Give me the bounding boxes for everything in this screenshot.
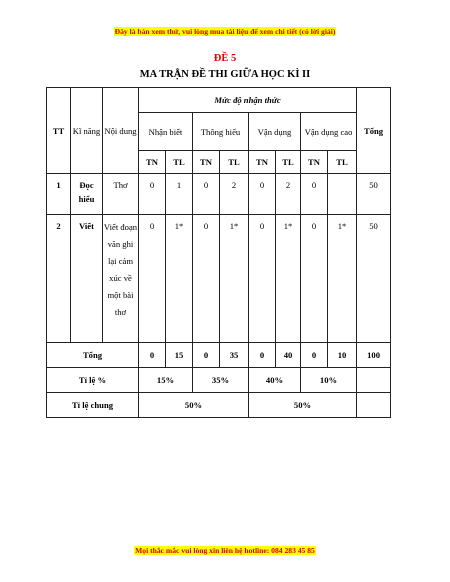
hotline-banner: Mọi thắc mắc vui lòng xin liên hệ hotline: 084 283 45 85 [135, 546, 315, 555]
header-tl: TL [276, 151, 301, 174]
row-total: 50 [357, 174, 391, 215]
row-skill: Đọc hiểu [71, 174, 103, 215]
sum-label: Tổng [47, 343, 139, 368]
sum-cell: 10 [328, 343, 357, 368]
common-ratio-row [47, 393, 391, 418]
row-cell: 0 [249, 174, 276, 215]
ratio-cell: 15% [139, 368, 193, 393]
common-ratio-cell: 50% [139, 393, 249, 418]
document-title: MA TRẬN ĐỀ THI GIỮA HỌC KÌ II [139, 69, 311, 80]
row-total: 50 [357, 215, 391, 343]
row-tt: 1 [47, 174, 71, 215]
ratio-cell: 40% [249, 368, 301, 393]
table-row [47, 174, 391, 215]
row-cell: 0 [139, 215, 166, 343]
common-ratio-cell: 50% [249, 393, 357, 418]
table-row [47, 215, 391, 343]
sum-row [47, 343, 391, 368]
row-cell [328, 174, 357, 215]
row-cell: 1* [276, 215, 301, 343]
row-cell: 1* [166, 215, 193, 343]
sum-cell: 35 [220, 343, 249, 368]
header-content: Nội dung [103, 88, 139, 174]
sum-cell: 0 [249, 343, 276, 368]
header-tt: TT [47, 88, 71, 174]
row-cell: 0 [193, 215, 220, 343]
row-cell: 1* [220, 215, 249, 343]
header-tn: TN [193, 151, 220, 174]
row-content: Thơ [103, 174, 139, 215]
common-ratio-empty-cell [357, 393, 391, 418]
header-tl: TL [220, 151, 249, 174]
row-cell: 0 [193, 174, 220, 215]
ratio-label: Tỉ lệ % [47, 368, 139, 393]
sum-cell: 15 [166, 343, 193, 368]
header-total: Tổng [357, 88, 391, 174]
header-cognitive-level: Mức độ nhận thức [139, 88, 357, 113]
sum-cell: 40 [276, 343, 301, 368]
header-tl: TL [328, 151, 357, 174]
common-ratio-label: Tỉ lệ chung [47, 393, 139, 418]
row-cell: 2 [276, 174, 301, 215]
row-cell: 0 [139, 174, 166, 215]
row-cell: 0 [301, 215, 328, 343]
row-cell: 0 [249, 215, 276, 343]
header-tn: TN [249, 151, 276, 174]
header-level-application: Vận dụng [249, 113, 301, 151]
ratio-cell: 10% [301, 368, 357, 393]
preview-notice-banner: Đây là bản xem thử, vui lòng mua tài liệu để xem chi tiết (có lời giải) [114, 27, 336, 36]
row-cell: 1 [166, 174, 193, 215]
row-cell: 0 [301, 174, 328, 215]
row-content: Viết đoạn văn ghi lại cảm xúc về một bài thơ [103, 215, 139, 343]
assessment-matrix-table [46, 87, 391, 418]
sum-cell: 0 [301, 343, 328, 368]
exam-number: ĐỀ 5 [213, 53, 237, 64]
header-level-high-application: Vận dụng cao [301, 113, 357, 151]
row-skill: Viết [71, 215, 103, 343]
header-level-recognition: Nhận biết [139, 113, 193, 151]
ratio-row [47, 368, 391, 393]
row-cell: 2 [220, 174, 249, 215]
header-skill: Kĩ năng [71, 88, 103, 174]
header-tl: TL [166, 151, 193, 174]
row-cell: 1* [328, 215, 357, 343]
ratio-cell: 35% [193, 368, 249, 393]
ratio-empty-cell [357, 368, 391, 393]
header-level-understanding: Thông hiểu [193, 113, 249, 151]
row-tt: 2 [47, 215, 71, 343]
header-tn: TN [139, 151, 166, 174]
header-row-1 [47, 88, 391, 113]
sum-total: 100 [357, 343, 391, 368]
header-tn: TN [301, 151, 328, 174]
sum-cell: 0 [139, 343, 166, 368]
sum-cell: 0 [193, 343, 220, 368]
